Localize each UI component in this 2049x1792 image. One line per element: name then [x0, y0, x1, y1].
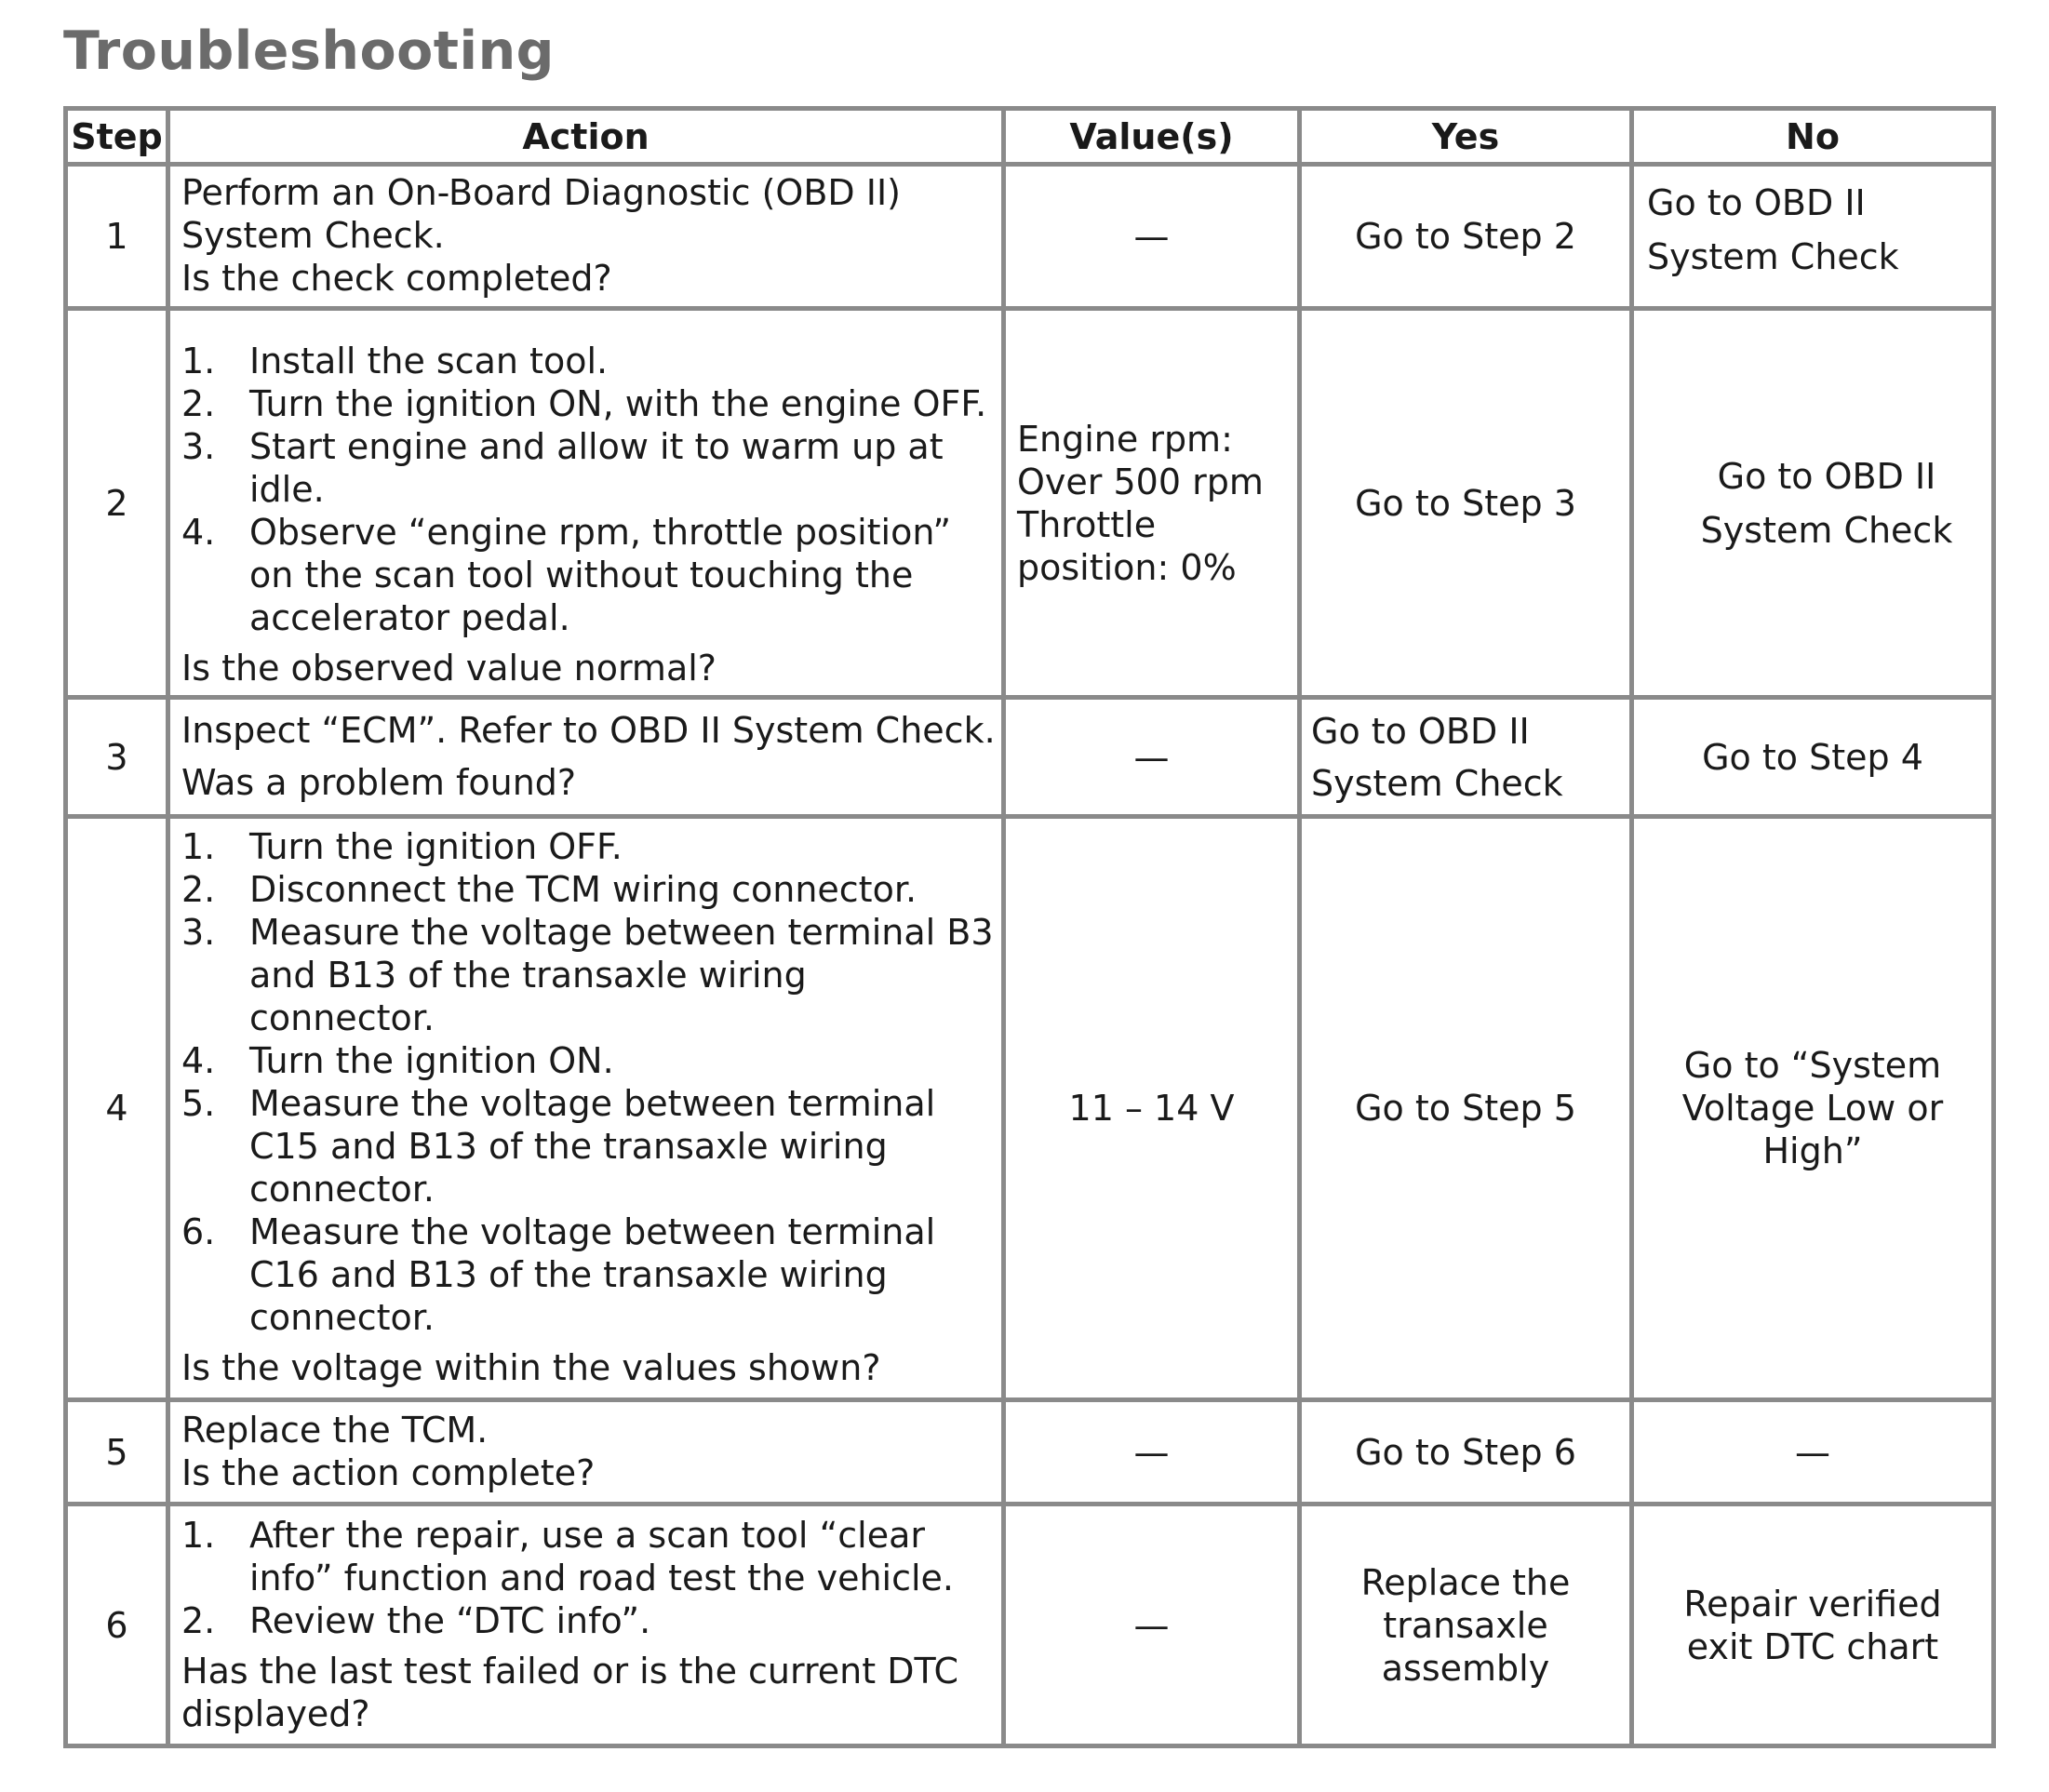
step-number: 4: [66, 817, 168, 1400]
value-cell: [1004, 309, 1300, 698]
header-row: [66, 109, 1994, 165]
list-item: [181, 1210, 996, 1339]
list-item-text: Observe “engine rpm, throttle position” on the scan tool without touching the accelerator pedal.: [249, 512, 952, 638]
action-question: Is the check completed?: [181, 258, 612, 299]
action-cell: [168, 1504, 1004, 1746]
no-cell: Repair verified exit DTC chart: [1632, 1504, 1994, 1746]
table-row: [66, 1400, 1994, 1504]
action-question: Is the action complete?: [181, 1451, 596, 1493]
yes-cell: Replace the transaxle assembly: [1300, 1504, 1632, 1746]
list-item-number: 3.: [181, 426, 216, 467]
value-line: Throttle: [1017, 503, 1157, 545]
action-steps: [181, 340, 996, 639]
yes-cell: Go to Step 2: [1300, 165, 1632, 309]
step-number: 6: [66, 1504, 168, 1746]
action-steps: [181, 1514, 996, 1642]
list-item-number: 6.: [181, 1211, 216, 1252]
action-question: Is the voltage within the values shown?: [181, 1347, 881, 1388]
step-number: 2: [66, 309, 168, 698]
value-cell: —: [1004, 165, 1300, 309]
list-item-number: 4.: [181, 512, 216, 553]
table-row: [66, 309, 1994, 698]
list-item-number: 1.: [181, 341, 216, 381]
action-question: Is the observed value normal?: [181, 648, 716, 689]
list-item-text: Measure the voltage between terminal C16 and B13 of the transaxle wiring connector.: [249, 1211, 936, 1338]
action-question: Was a problem found?: [181, 761, 577, 803]
header-values: Value(s): [1004, 109, 1300, 165]
table-row: [66, 698, 1994, 817]
header-step: Step: [66, 109, 168, 165]
list-item: [181, 868, 996, 911]
no-cell: Go to Step 4: [1632, 698, 1994, 817]
list-item-number: 4.: [181, 1040, 216, 1081]
header-action: Action: [168, 109, 1004, 165]
value-line: position: 0%: [1017, 546, 1237, 588]
value-cell: —: [1004, 1504, 1300, 1746]
action-text: Perform an On-Board Diagnostic (OBD II): [181, 172, 901, 213]
table-row: [66, 1504, 1994, 1746]
table-row: [66, 817, 1994, 1400]
no-cell: Go to OBD II System Check: [1632, 309, 1994, 698]
list-item-number: 2.: [181, 869, 216, 910]
list-item-text: Review the “DTC info”.: [249, 1599, 651, 1641]
action-cell: [168, 309, 1004, 698]
action-steps: [181, 825, 996, 1339]
action-text: Replace the TCM.: [181, 1409, 489, 1451]
list-item: [181, 511, 996, 639]
list-item-number: 3.: [181, 912, 216, 953]
step-number: 1: [66, 165, 168, 309]
list-item-number: 1.: [181, 1514, 216, 1556]
list-item-text: Disconnect the TCM wiring connector.: [249, 869, 917, 910]
value-line: Over 500 rpm: [1017, 461, 1264, 502]
value-cell: —: [1004, 698, 1300, 817]
list-item-text: Measure the voltage between terminal C15 and B13 of the transaxle wiring connector.: [249, 1083, 936, 1210]
list-item-text: After the repair, use a scan tool “clear info” function and road test the vehicle.: [249, 1514, 954, 1598]
action-cell: [168, 817, 1004, 1400]
list-item: [181, 382, 996, 425]
table-row: [66, 165, 1994, 309]
yes-cell: Go to Step 5: [1300, 817, 1632, 1400]
no-cell: Go to “System Voltage Low or High”: [1632, 817, 1994, 1400]
list-item: [181, 825, 996, 868]
yes-cell: Go to Step 6: [1300, 1400, 1632, 1504]
list-item-text: Turn the ignition ON, with the engine OFF.: [249, 383, 987, 424]
step-number: 5: [66, 1400, 168, 1504]
list-item-text: Install the scan tool.: [249, 341, 609, 381]
list-item: [181, 1039, 996, 1082]
no-cell: Go to OBD II System Check: [1632, 165, 1994, 309]
list-item-number: 2.: [181, 383, 216, 424]
list-item: [181, 425, 996, 511]
list-item-number: 1.: [181, 826, 216, 867]
action-cell: [168, 698, 1004, 817]
action-cell: [168, 1400, 1004, 1504]
no-cell: —: [1632, 1400, 1994, 1504]
list-item: [181, 1514, 996, 1599]
action-text: Inspect “ECM”. Refer to OBD II System Check.: [181, 709, 996, 751]
step-number: 3: [66, 698, 168, 817]
action-cell: [168, 165, 1004, 309]
list-item: [181, 340, 996, 382]
action-text: System Check.: [181, 215, 445, 256]
list-item-text: Start engine and allow it to warm up at idle.: [249, 426, 944, 510]
value-line: Engine rpm:: [1017, 418, 1233, 460]
list-item: [181, 1599, 996, 1642]
list-item-text: Turn the ignition ON.: [249, 1040, 614, 1081]
header-no: No: [1632, 109, 1994, 165]
troubleshooting-table: [63, 106, 1996, 1748]
list-item-text: Measure the voltage between terminal B3 and B13 of the transaxle wiring connector.: [249, 912, 994, 1038]
list-item: [181, 1082, 996, 1210]
page-title: Troubleshooting: [63, 20, 555, 82]
list-item-number: 5.: [181, 1083, 216, 1124]
list-item: [181, 911, 996, 1039]
list-item-number: 2.: [181, 1599, 216, 1641]
yes-cell: Go to OBD II System Check: [1300, 698, 1632, 817]
action-question: Has the last test failed or is the current DTC displayed?: [181, 1650, 958, 1734]
yes-cell: Go to Step 3: [1300, 309, 1632, 698]
value-cell: —: [1004, 1400, 1300, 1504]
value-cell: 11 – 14 V: [1004, 817, 1300, 1400]
list-item-text: Turn the ignition OFF.: [249, 826, 623, 867]
header-yes: Yes: [1300, 109, 1632, 165]
